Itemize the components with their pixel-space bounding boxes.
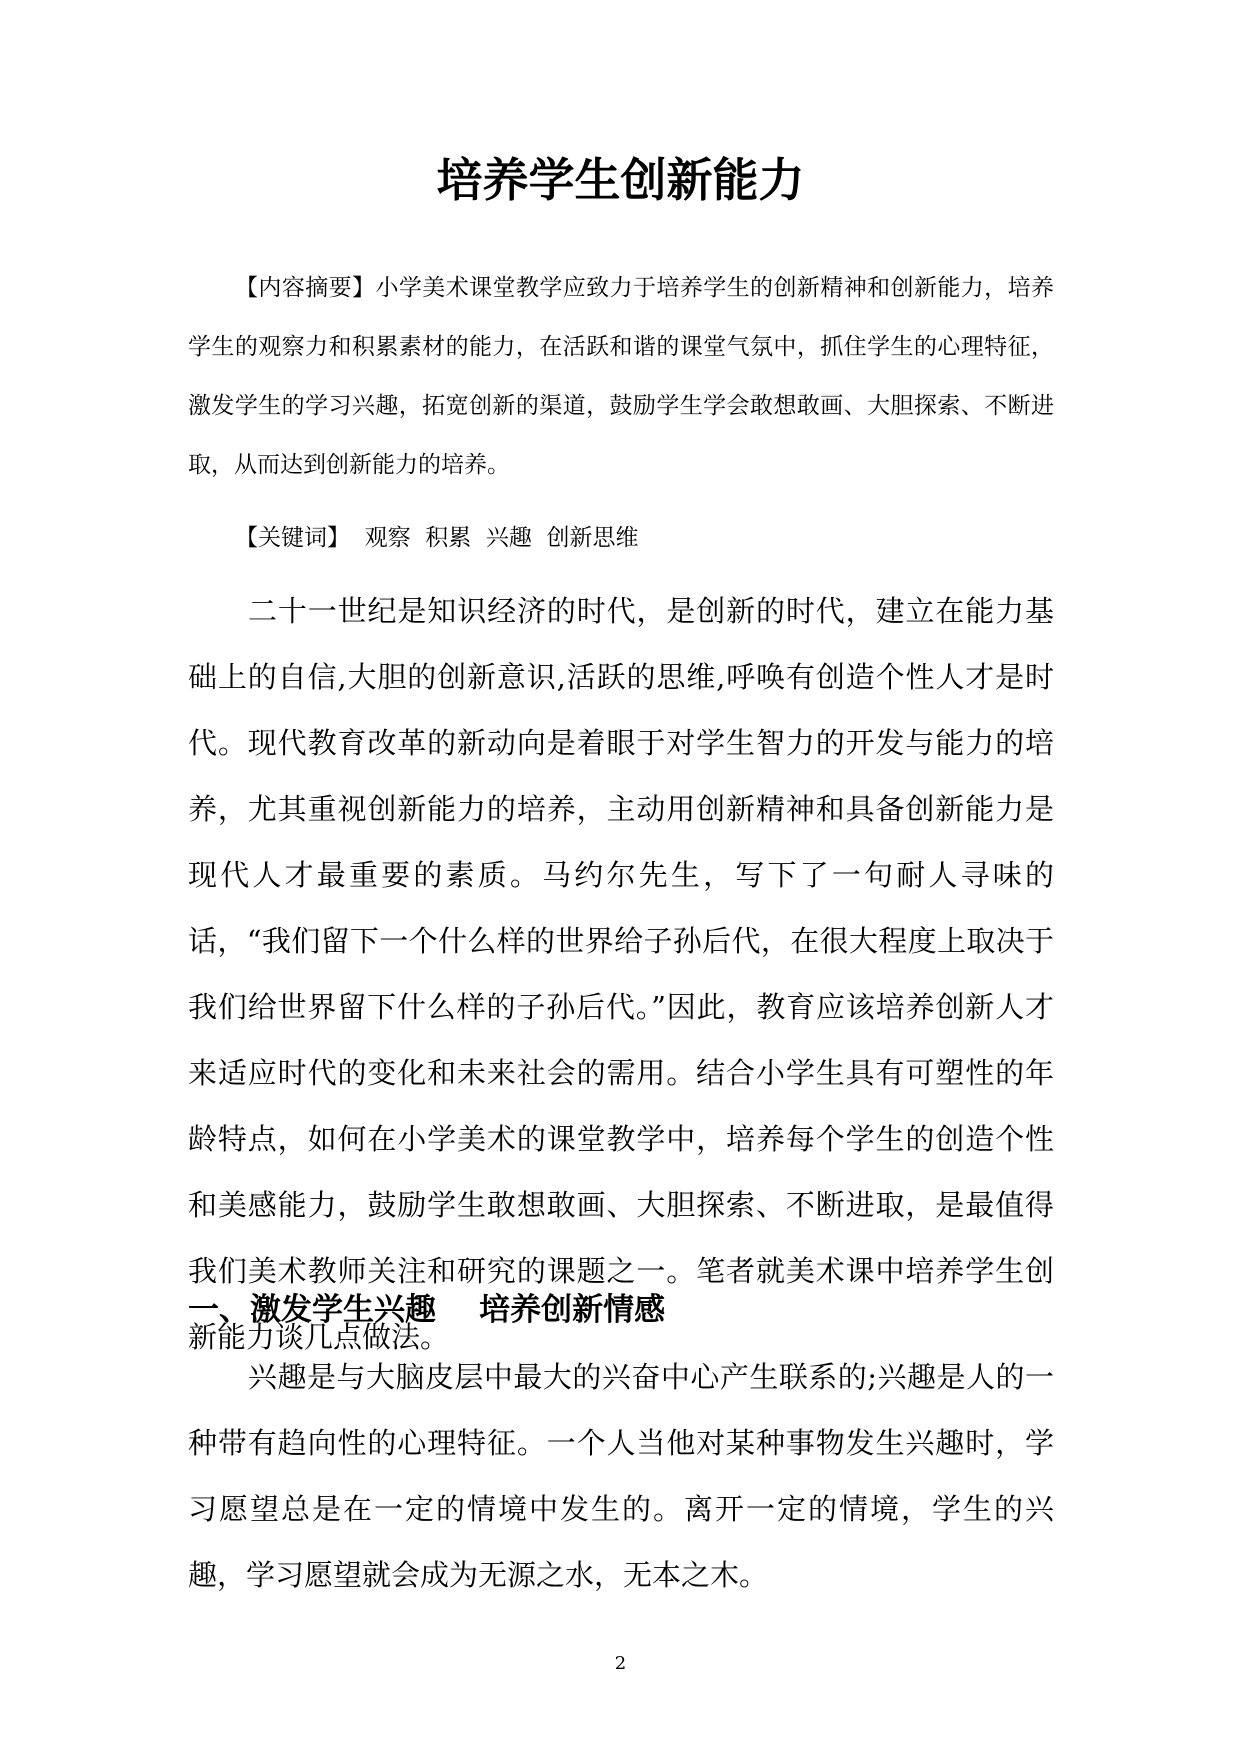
- document-title: 培养学生创新能力: [436, 153, 805, 207]
- section-heading: 一、激发学生兴趣 培养创新情感: [188, 1292, 666, 1328]
- section-paragraph: 兴趣是与大脑皮层中最大的兴奋中心产生联系的;兴趣是人的一种带有趋向性的心理特征。一个人当他对某种事物发生兴趣时，学习愿望总是在一定的情境中发生的。离开一定的情境，学生的兴趣，学习愿望就会成为无源之水，无本之木。: [188, 1360, 1054, 1592]
- intro-paragraph: 二十一世纪是知识经济的时代，是创新的时代，建立在能力基础上的自信,大胆的创新意识,活跃的思维,呼唤有创造个性人才是时代。现代教育改革的新动向是着眼于对学生智力的开发与能力的培养，尤其重视创新能力的培养，主动用创新精神和具备创新能力是现代人才最重要的素质。马约尔先生，写下了一句耐人寻味的话，“我们留下一个什么样的世界给子孙后代，在很大程度上取决于我们给世界留下什么样的子孙后代。”因此，教育应该培养创新人才来适应时代的变化和未来社会的需用。结合小学生具有可塑性的年龄特点，如何在小学美术的课堂教学中，培养每个学生的创造个性和美感能力，鼓励学生敢想敢画、大胆探索、不断进取，是最值得我们美术教师关注和研究的课题之一。笔者就美术课中培养学生创新能力谈几点做法。: [188, 594, 1054, 1354]
- keywords-line: 【关键词】 观察 积累 兴趣 创新思维: [235, 525, 639, 551]
- page-number: 2: [614, 1653, 627, 1674]
- abstract-paragraph: 【内容摘要】小学美术课堂教学应致力于培养学生的创新精神和创新能力，培养学生的观察力和积累素材的能力，在活跃和谐的课堂气氛中，抓住学生的心理特征，激发学生的学习兴趣，拓宽创新的渠道，鼓励学生学会敢想敢画、大胆探索、不断进取，从而达到创新能力的培养。: [188, 275, 1054, 478]
